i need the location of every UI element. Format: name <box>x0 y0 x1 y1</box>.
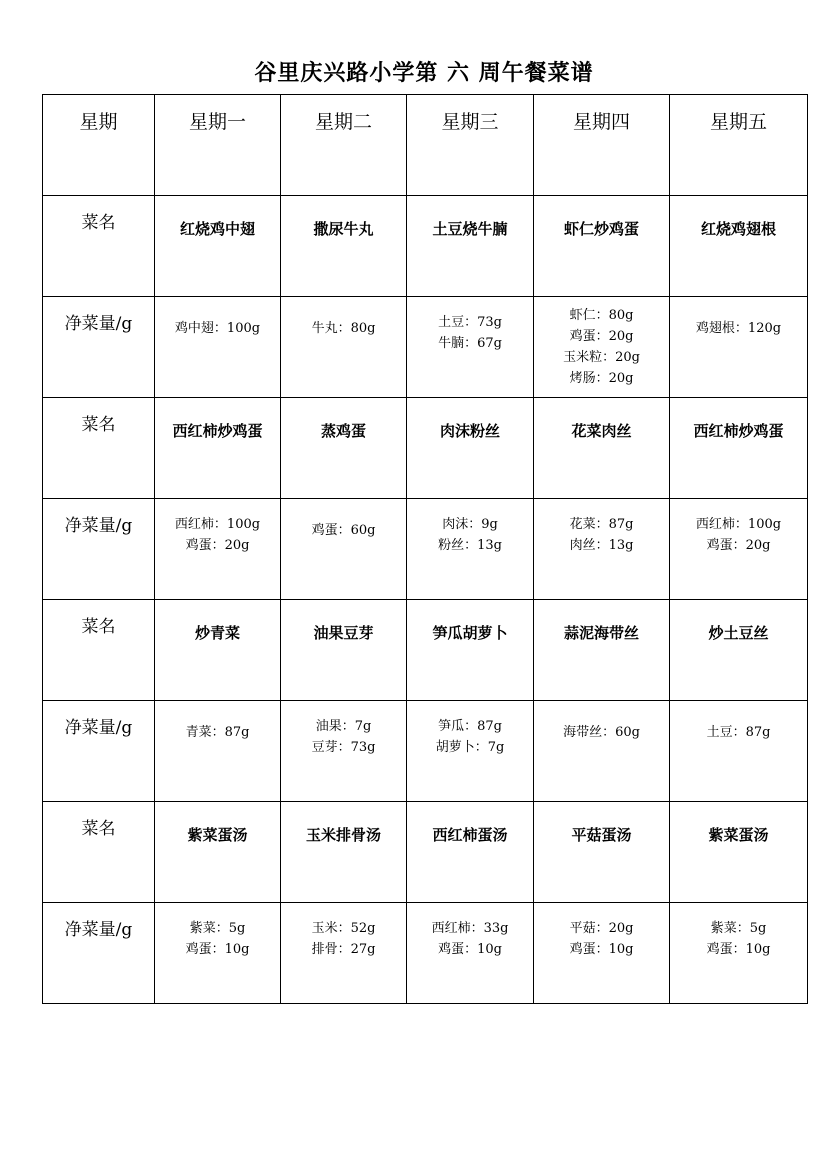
quantity-list <box>155 903 280 1003</box>
dish-cell <box>155 196 281 297</box>
quantity-label-cell <box>43 701 155 802</box>
quantity-item: 笋瓜：87g <box>438 719 502 734</box>
quantity-item: 鸡蛋：10g <box>569 942 634 957</box>
quantity-cell <box>407 903 534 1004</box>
quantity-row <box>43 903 808 1004</box>
header-cell-day <box>281 95 407 196</box>
dish-name: 西红柿炒鸡蛋 <box>172 422 263 440</box>
header-text: 星期四 <box>572 111 630 133</box>
quantity-item: 烤肠：20g <box>569 371 634 386</box>
header-text: 星期二 <box>314 111 372 133</box>
quantity-item: 西红柿：100g <box>174 517 261 532</box>
dish-cell <box>534 196 670 297</box>
quantity-cell <box>670 499 808 600</box>
quantity-item: 排骨：27g <box>311 942 376 957</box>
quantity-item: 肉丝：13g <box>569 538 634 553</box>
quantity-cell <box>155 499 281 600</box>
dish-cell <box>407 398 534 499</box>
quantity-item: 油果：7g <box>315 719 372 734</box>
quantity-cell <box>407 297 534 398</box>
dish-name: 花菜肉丝 <box>571 422 632 440</box>
dish-cell <box>534 802 670 903</box>
quantity-label-cell <box>43 297 155 398</box>
quantity-list <box>407 701 533 801</box>
quantity-item: 玉米粒：20g <box>563 350 640 365</box>
dish-name: 紫菜蛋汤 <box>708 826 769 844</box>
dish-name: 紫菜蛋汤 <box>187 826 248 844</box>
dish-label: 菜名 <box>81 415 116 435</box>
quantity-item: 鸡蛋：60g <box>311 523 376 538</box>
dish-cell <box>281 600 407 701</box>
header-cell-label <box>43 95 155 196</box>
quantity-label-cell <box>43 499 155 600</box>
quantity-list <box>155 499 280 599</box>
dish-label-cell <box>43 398 155 499</box>
quantity-item: 西红柿：33g <box>431 921 509 936</box>
dish-name: 土豆烧牛腩 <box>432 220 508 238</box>
quantity-cell <box>281 297 407 398</box>
dish-cell <box>407 196 534 297</box>
dish-cell <box>534 398 670 499</box>
dish-cell <box>670 398 808 499</box>
dish-row <box>43 802 808 903</box>
dish-row <box>43 398 808 499</box>
quantity-item: 牛丸：80g <box>311 321 376 336</box>
quantity-cell <box>670 903 808 1004</box>
dish-name: 红烧鸡中翅 <box>179 220 255 238</box>
dish-label-cell <box>43 196 155 297</box>
dish-name: 西红柿蛋汤 <box>432 826 508 844</box>
page-title: 谷里庆兴路小学第 六 周午餐菜谱 <box>254 60 594 86</box>
quantity-item: 胡萝卜：7g <box>435 740 505 755</box>
quantity-cell <box>670 297 808 398</box>
quantity-label: 净菜量/g <box>64 718 133 738</box>
dish-cell <box>407 802 534 903</box>
dish-cell <box>155 398 281 499</box>
quantity-cell <box>534 903 670 1004</box>
header-text: 星期一 <box>188 111 246 133</box>
quantity-list <box>407 499 533 599</box>
quantity-list <box>281 701 406 801</box>
header-text: 星期五 <box>709 111 767 133</box>
quantity-list <box>534 297 669 397</box>
quantity-item: 玉米：52g <box>311 921 376 936</box>
dish-name: 玉米排骨汤 <box>305 826 381 844</box>
dish-label: 菜名 <box>81 213 116 233</box>
quantity-list <box>670 701 807 801</box>
quantity-item: 土豆：87g <box>706 725 771 740</box>
quantity-row <box>43 701 808 802</box>
quantity-cell <box>155 701 281 802</box>
quantity-list <box>670 499 807 599</box>
quantity-item: 豆芽：73g <box>311 740 376 755</box>
quantity-list <box>155 701 280 801</box>
menu-table <box>42 94 808 1004</box>
dish-name: 西红柿炒鸡蛋 <box>693 422 784 440</box>
quantity-label: 净菜量/g <box>64 516 133 536</box>
quantity-label: 净菜量/g <box>64 314 133 334</box>
dish-cell <box>670 600 808 701</box>
quantity-list <box>407 903 533 1003</box>
quantity-item: 平菇：20g <box>569 921 634 936</box>
quantity-row <box>43 499 808 600</box>
quantity-item: 虾仁：80g <box>569 308 634 323</box>
quantity-cell <box>155 903 281 1004</box>
header-cell-day <box>670 95 808 196</box>
quantity-item: 西红柿：100g <box>695 517 782 532</box>
quantity-list <box>281 903 406 1003</box>
quantity-list <box>155 297 280 397</box>
dish-row <box>43 196 808 297</box>
quantity-cell <box>281 903 407 1004</box>
header-cell-day <box>155 95 281 196</box>
quantity-item: 青菜：87g <box>185 725 250 740</box>
quantity-cell <box>155 297 281 398</box>
quantity-item: 鸡蛋：20g <box>569 329 634 344</box>
dish-name: 笋瓜胡萝卜 <box>432 624 508 642</box>
dish-cell <box>670 802 808 903</box>
quantity-item: 肉沫：9g <box>442 517 498 532</box>
dish-name: 蒜泥海带丝 <box>563 624 639 642</box>
dish-cell <box>155 802 281 903</box>
quantity-item: 粉丝：13g <box>438 538 502 553</box>
header-text: 星期 <box>79 111 118 133</box>
quantity-cell <box>534 701 670 802</box>
dish-cell <box>407 600 534 701</box>
dish-name: 撒尿牛丸 <box>313 220 374 238</box>
quantity-row <box>43 297 808 398</box>
quantity-list <box>534 701 669 801</box>
dish-cell <box>534 600 670 701</box>
quantity-item: 花菜：87g <box>569 517 634 532</box>
quantity-list <box>407 297 533 397</box>
quantity-cell <box>534 297 670 398</box>
quantity-cell <box>407 499 534 600</box>
quantity-list <box>281 297 406 397</box>
quantity-cell <box>407 701 534 802</box>
header-cell-day <box>534 95 670 196</box>
dish-cell <box>281 196 407 297</box>
quantity-item: 海带丝：60g <box>563 725 640 740</box>
quantity-item: 鸡中翅：100g <box>174 321 261 336</box>
dish-name: 炒土豆丝 <box>708 624 769 642</box>
dish-name: 肉沫粉丝 <box>439 422 500 440</box>
dish-row <box>43 600 808 701</box>
quantity-item: 鸡蛋：10g <box>185 942 250 957</box>
quantity-cell <box>281 701 407 802</box>
dish-label: 菜名 <box>81 617 116 637</box>
quantity-label-cell <box>43 903 155 1004</box>
header-text: 星期三 <box>441 111 499 133</box>
header-cell-day <box>407 95 534 196</box>
quantity-list <box>534 903 669 1003</box>
quantity-cell <box>670 701 808 802</box>
dish-name: 平菇蛋汤 <box>571 826 632 844</box>
dish-name: 炒青菜 <box>194 624 240 642</box>
header-row <box>43 95 808 196</box>
quantity-item: 鸡蛋：10g <box>706 942 771 957</box>
dish-name: 油果豆芽 <box>313 624 374 642</box>
dish-cell <box>281 398 407 499</box>
dish-cell <box>155 600 281 701</box>
quantity-item: 土豆：73g <box>438 315 502 330</box>
dish-label-cell <box>43 600 155 701</box>
quantity-list <box>670 297 807 397</box>
quantity-item: 牛腩：67g <box>438 336 502 351</box>
quantity-cell <box>534 499 670 600</box>
dish-label-cell <box>43 802 155 903</box>
quantity-item: 鸡蛋：10g <box>438 942 502 957</box>
quantity-item: 鸡翅根：120g <box>695 321 782 336</box>
quantity-item: 紫菜：5g <box>189 921 246 936</box>
dish-cell <box>281 802 407 903</box>
quantity-label: 净菜量/g <box>64 920 133 940</box>
quantity-item: 鸡蛋：20g <box>185 538 250 553</box>
dish-name: 蒸鸡蛋 <box>320 422 366 440</box>
quantity-list <box>670 903 807 1003</box>
dish-name: 虾仁炒鸡蛋 <box>563 220 639 238</box>
quantity-list <box>281 499 406 599</box>
quantity-list <box>534 499 669 599</box>
quantity-cell <box>281 499 407 600</box>
dish-name: 红烧鸡翅根 <box>700 220 776 238</box>
quantity-item: 紫菜：5g <box>710 921 767 936</box>
dish-label: 菜名 <box>81 819 116 839</box>
quantity-item: 鸡蛋：20g <box>706 538 771 553</box>
dish-cell <box>670 196 808 297</box>
